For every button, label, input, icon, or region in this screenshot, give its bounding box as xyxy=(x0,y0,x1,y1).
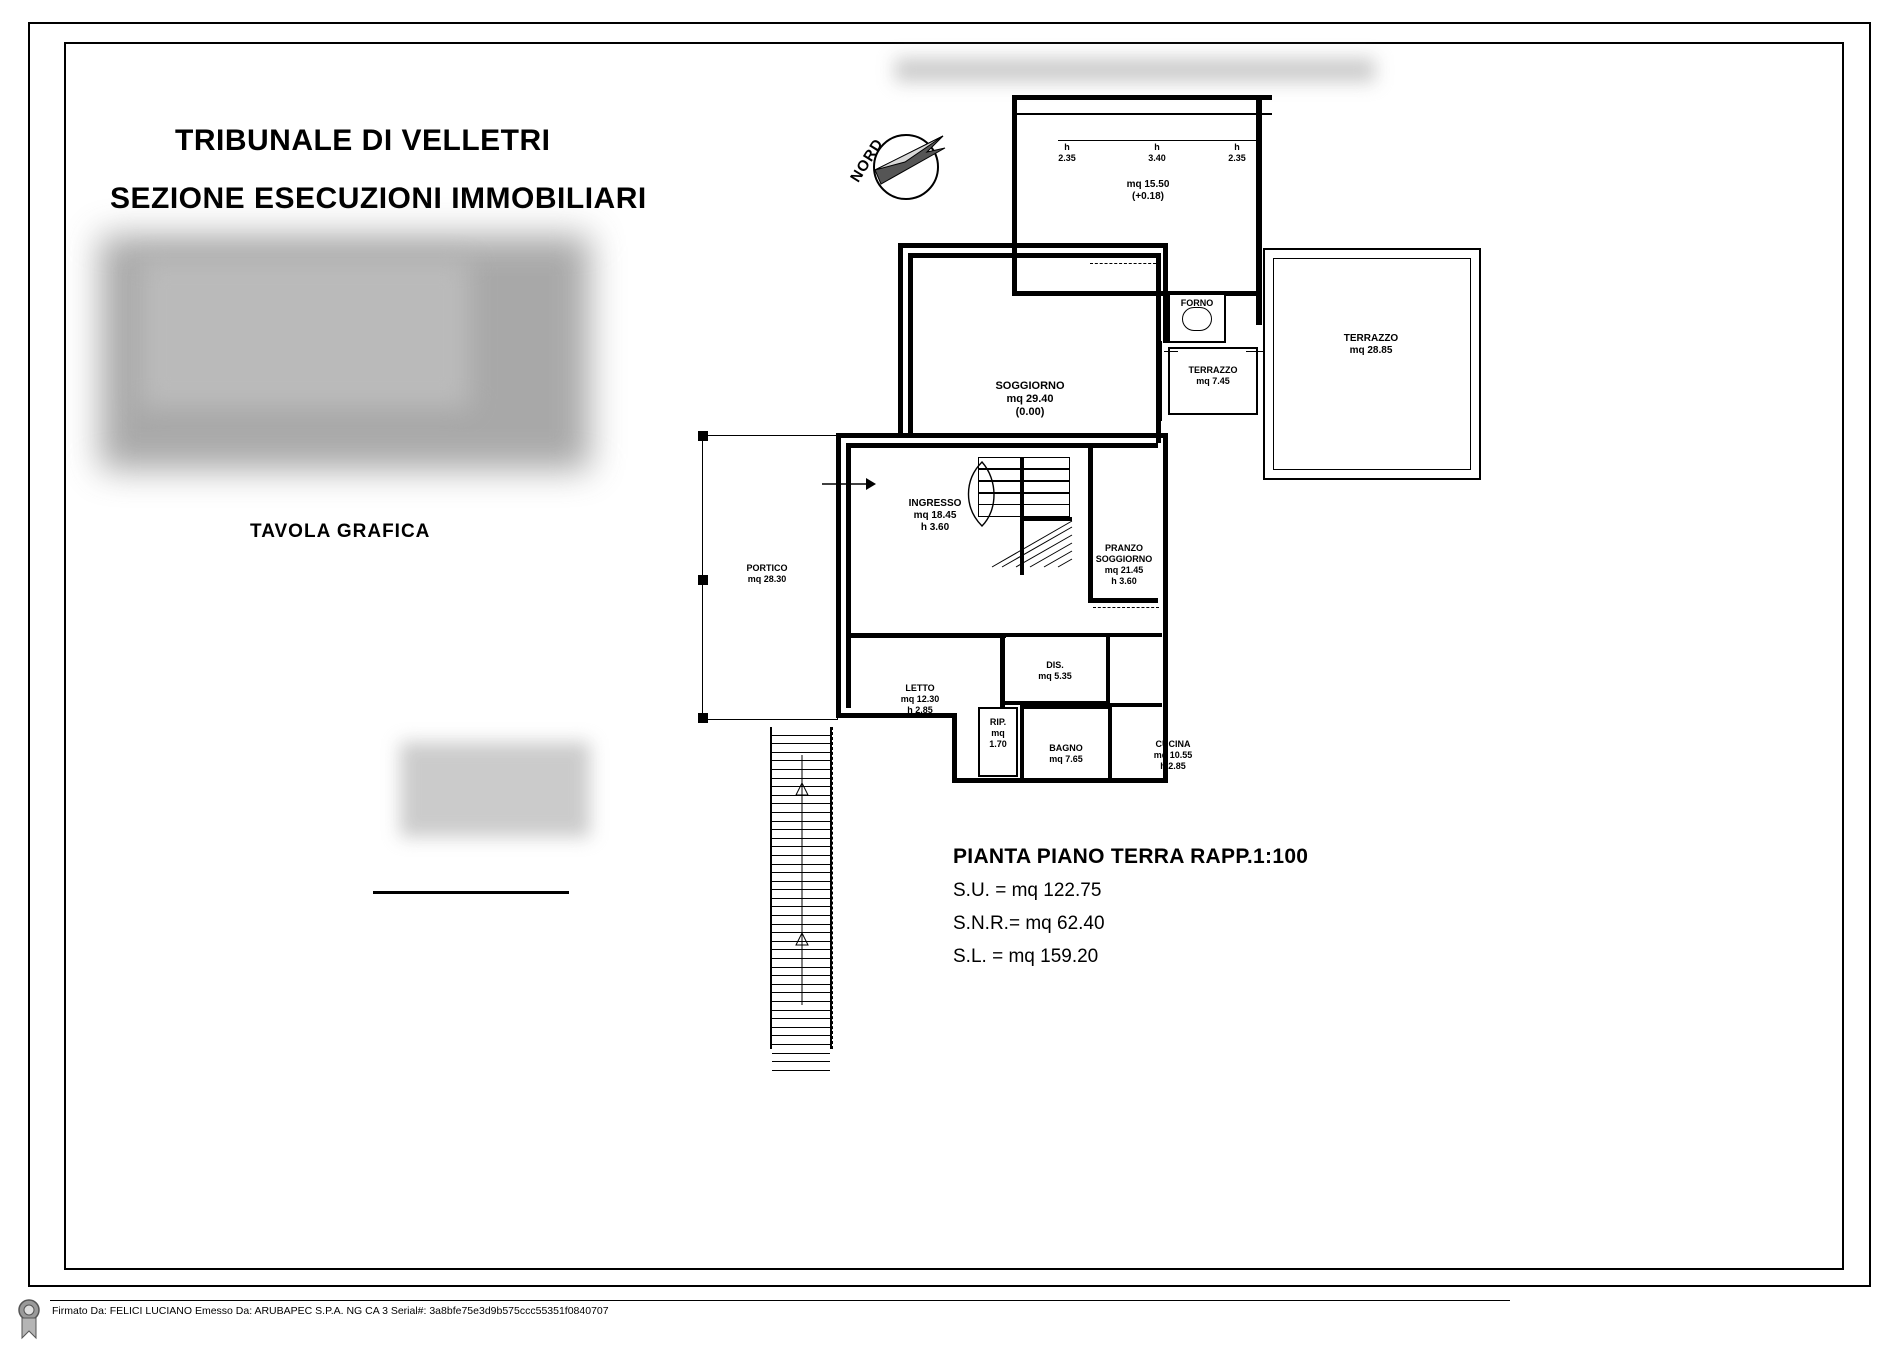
wall-bagno-top xyxy=(1020,705,1112,709)
title-divider-rule xyxy=(373,891,569,894)
wall-dis-top xyxy=(1000,633,1110,637)
signature-seal-icon xyxy=(12,1296,46,1340)
room-label-ingresso: INGRESSO mq 18.45 h 3.60 xyxy=(908,498,962,533)
wall-cucina-divider xyxy=(1110,703,1162,707)
signature-bar xyxy=(28,1297,1871,1339)
exterior-stair-dash-right xyxy=(832,727,833,1049)
legend-row-snr: S.N.R.= mq 62.40 xyxy=(953,913,1105,934)
signature-text: Firmato Da: FELICI LUCIANO Emesso Da: ARUBAPEC S.P.A. NG CA 3 Serial#: 3a8bfe75e3d9b575ccc55351f0840707 xyxy=(52,1305,609,1317)
exterior-stair-dash-left xyxy=(770,727,771,1049)
wall-bagno-left xyxy=(1020,705,1024,783)
wall-main-bottom xyxy=(952,778,1168,783)
court-title-line1: TRIBUNALE DI VELLETRI xyxy=(175,124,551,157)
redacted-strip-top xyxy=(895,58,1375,82)
height-label-right: h 2.35 xyxy=(1228,142,1246,163)
legend-row-sl: S.L. = mq 159.20 xyxy=(953,946,1099,967)
redacted-block-main-2 xyxy=(140,258,470,408)
interior-stair-step-4 xyxy=(978,493,1070,505)
room-label-terrazzo-large: TERRAZZO mq 28.85 xyxy=(1343,333,1399,356)
wall-dis-right xyxy=(1106,633,1110,705)
wall-pranzo-left xyxy=(1088,443,1093,603)
upper-dimension-line xyxy=(1058,140,1258,141)
pranzo-opening-dash xyxy=(1093,607,1159,608)
wall-main-step xyxy=(952,713,957,783)
section-label: TAVOLA GRAFICA xyxy=(250,521,431,542)
court-title-line2: SEZIONE ESECUZIONI IMMOBILIARI xyxy=(110,182,647,215)
entry-arrow-icon xyxy=(820,473,876,495)
stair-flight-icon xyxy=(990,517,1074,569)
room-label-letto: LETTO mq 12.30 h 2.85 xyxy=(900,683,940,715)
room-label-cucina: CUCINA mq 10.55 h 2.85 xyxy=(1153,739,1193,771)
portico-pillar-bl xyxy=(698,713,708,723)
wall-upper-left xyxy=(1012,95,1017,295)
wall-soggiorno-top xyxy=(898,243,1163,248)
legend-row-su: S.U. = mq 122.75 xyxy=(953,880,1102,901)
wall-soggiorno-left-inner xyxy=(908,253,913,433)
wall-cucina-top xyxy=(1110,633,1162,637)
interior-stair-step-3 xyxy=(978,481,1070,493)
floor-plan xyxy=(690,55,1520,1055)
wall-upper-inner xyxy=(1012,113,1272,115)
legend-title: PIANTA PIANO TERRA RAPP.1:100 xyxy=(953,845,1309,868)
terrazzo-tick-1 xyxy=(1164,351,1178,352)
wall-main-right xyxy=(1163,433,1168,783)
soggiorno-opening-dash xyxy=(1090,263,1156,264)
portico-pillar-ml xyxy=(698,575,708,585)
room-label-terrazzo-small: TERRAZZO mq 7.45 xyxy=(1188,365,1238,386)
room-label-soggiorno: SOGGIORNO mq 29.40 (0.00) xyxy=(995,380,1065,418)
wall-main-top-inner xyxy=(846,443,1158,448)
interior-stair-step-2 xyxy=(978,469,1070,481)
room-label-forno: FORNO xyxy=(1180,298,1214,308)
exterior-stair-arrow-icon xyxy=(785,755,819,1015)
wall-soggiorno-top-inner xyxy=(908,253,1156,258)
room-label-rip: RIP. mq 1.70 xyxy=(989,717,1007,749)
upper-room-area: mq 15.50 (+0.18) xyxy=(1126,179,1170,202)
redacted-block-secondary xyxy=(400,742,590,837)
signature-rule xyxy=(50,1300,1510,1301)
terrazzo-large-inner xyxy=(1273,258,1471,470)
forno-oven-shape xyxy=(1182,307,1212,331)
room-label-pranzo: PRANZO SOGGIORNO mq 21.45 h 3.60 xyxy=(1095,543,1153,586)
room-label-portico: PORTICO mq 28.30 xyxy=(746,563,788,584)
ingresso-door-dash xyxy=(870,437,930,438)
wall-pranzo-bottom xyxy=(1088,598,1158,603)
wall-letto-top xyxy=(846,633,1006,638)
portico-pillar-tl xyxy=(698,431,708,441)
wall-bagno-right xyxy=(1108,705,1112,783)
height-label-left: h 2.35 xyxy=(1058,142,1076,163)
north-arrow-label: NORD xyxy=(847,135,888,186)
wall-upper-top xyxy=(1012,95,1272,100)
interior-stair-step-1 xyxy=(978,457,1070,469)
room-label-bagno: BAGNO mq 7.65 xyxy=(1049,743,1083,764)
ingresso-door-dash-2 xyxy=(980,437,1036,438)
height-label-center: h 3.40 xyxy=(1148,142,1166,163)
room-label-dis: DIS. mq 5.35 xyxy=(1038,660,1072,681)
wall-soggiorno-left xyxy=(898,243,903,433)
terrazzo-small-edge xyxy=(1160,341,1162,421)
